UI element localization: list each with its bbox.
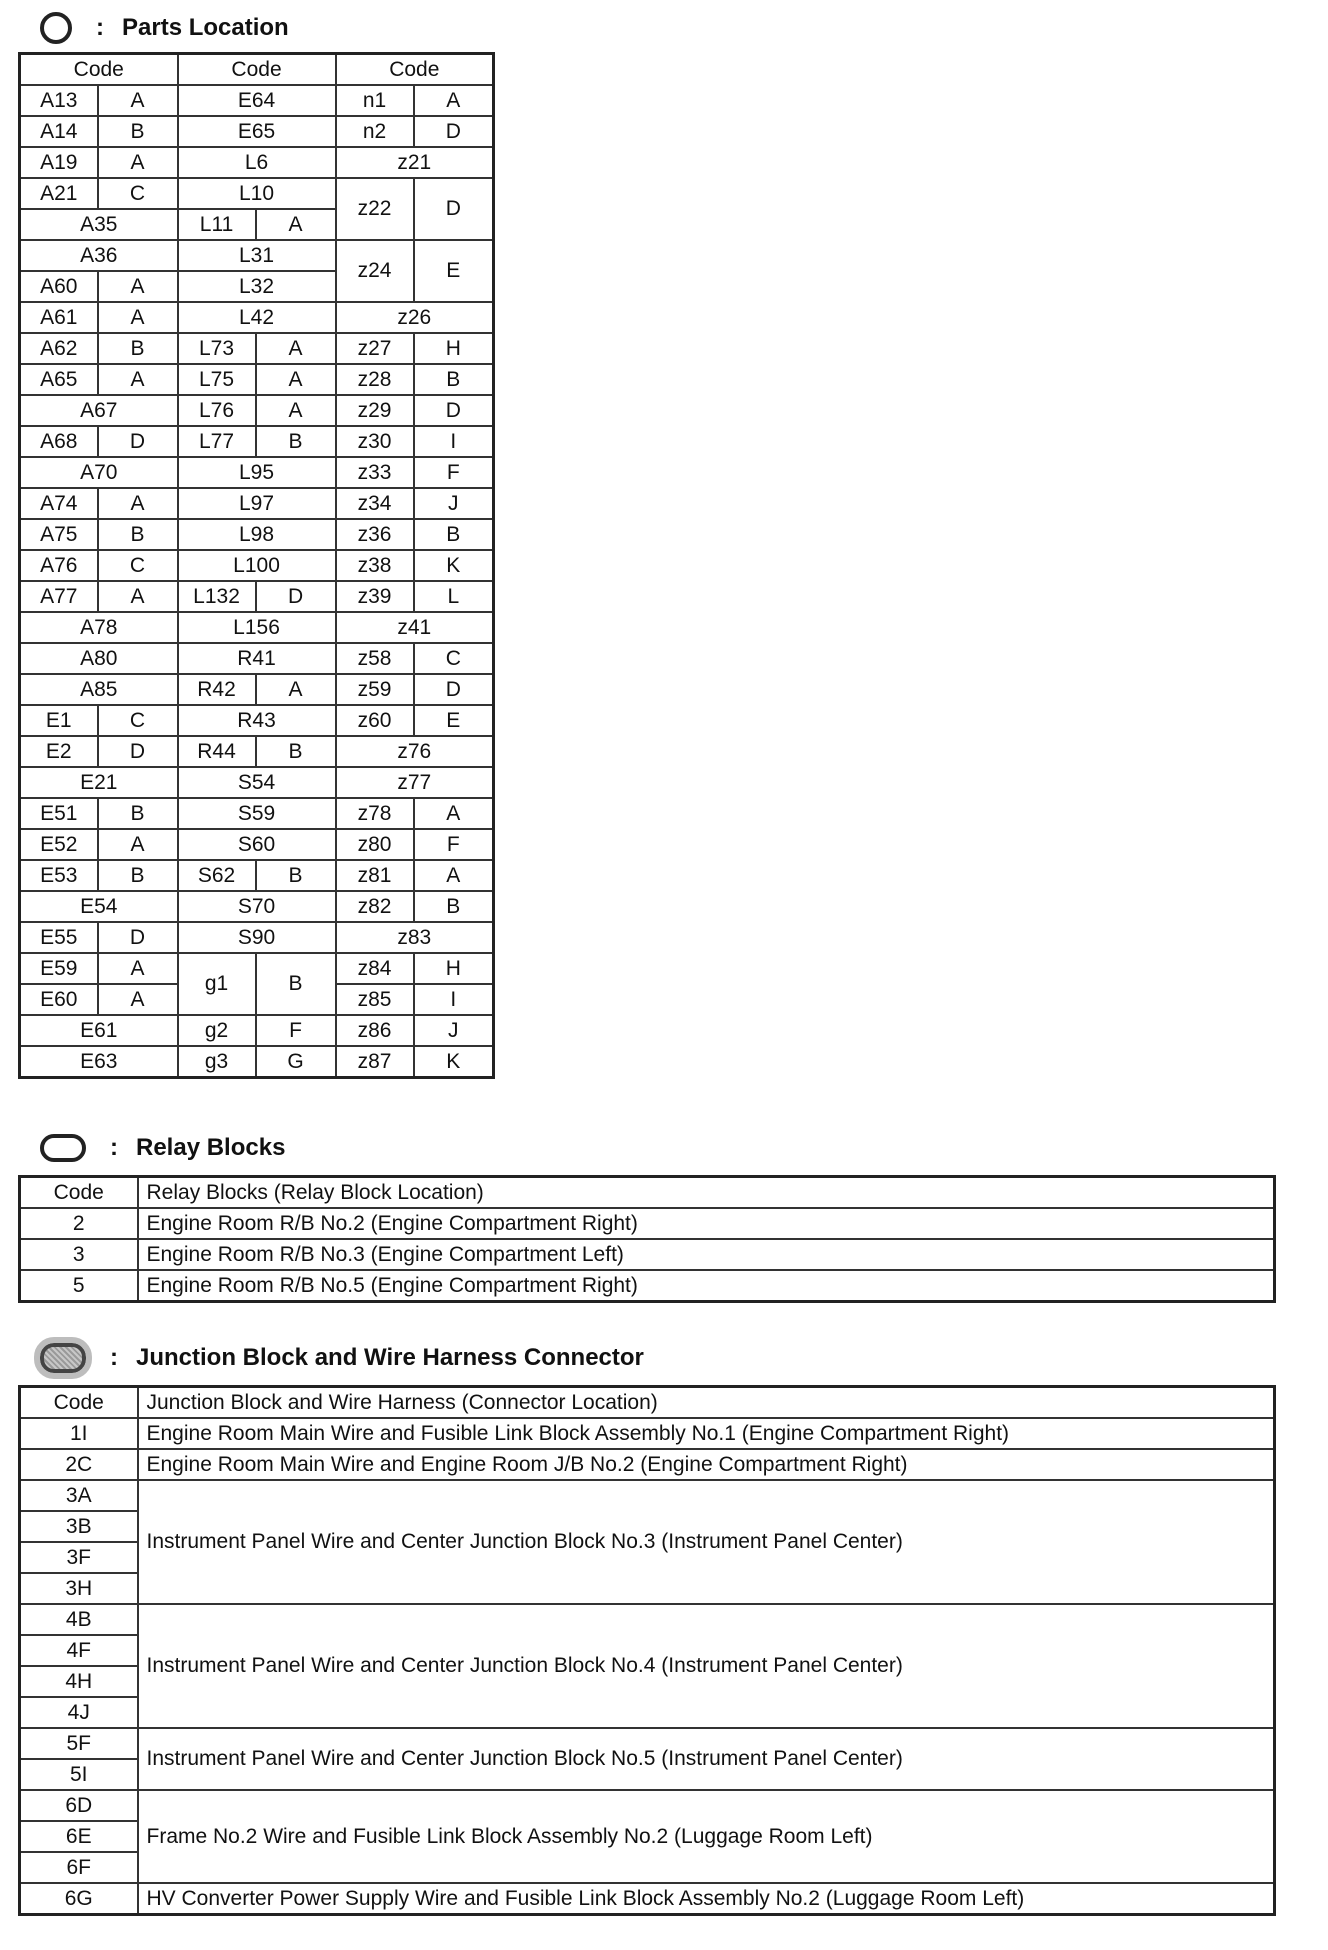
table-row [20,1208,1275,1239]
table-row [20,1270,1275,1302]
table-cell: L32 [178,271,336,302]
table-cell: n1 [336,85,414,116]
table-cell: D [98,426,178,457]
circle-symbol-icon [40,12,72,44]
table-cell: z84 [336,953,414,984]
code-header: Code [20,54,178,86]
table-cell: C [98,550,178,581]
table-cell: n2 [336,116,414,147]
table-cell: A77 [20,581,98,612]
description-header: Relay Blocks (Relay Block Location) [138,1177,1275,1209]
table-cell: B [256,860,336,891]
table-row [20,1883,1275,1915]
code-header: Code [178,54,336,86]
table-cell: R41 [178,643,336,674]
table-cell: B [414,519,494,550]
table-cell: A35 [20,209,178,240]
description-cell: Instrument Panel Wire and Center Junction Block No.3 (Instrument Panel Center) [138,1480,1275,1604]
table-cell: z33 [336,457,414,488]
table-row [20,85,494,116]
table-cell: A36 [20,240,178,271]
description-cell: HV Converter Power Supply Wire and Fusible Link Block Assembly No.2 (Luggage Room Left) [138,1883,1275,1915]
table-cell: z58 [336,643,414,674]
table-cell: A [256,333,336,364]
table-cell: z30 [336,426,414,457]
table-cell: A21 [20,178,98,209]
table-cell: B [256,426,336,457]
table-row [20,147,494,178]
table-cell: E61 [20,1015,178,1046]
description-cell: Engine Room R/B No.2 (Engine Compartment Right) [138,1208,1275,1239]
table-row [20,364,494,395]
table-row [20,1480,1275,1511]
table-cell: A74 [20,488,98,519]
table-row [20,116,494,147]
table-cell: R44 [178,736,256,767]
table-cell: L6 [178,147,336,178]
code-cell: 3F [20,1542,138,1573]
table-row [20,922,494,953]
code-cell: 6G [20,1883,138,1915]
table-cell: E21 [20,767,178,798]
table-row [20,240,494,271]
code-cell: 4H [20,1666,138,1697]
table-row [20,674,494,705]
table-cell: L31 [178,240,336,271]
table-cell: I [414,426,494,457]
table-row [20,953,494,984]
table-cell: L75 [178,364,256,395]
junction-block-title: Junction Block and Wire Harness Connector [136,1344,644,1371]
table-cell: z80 [336,829,414,860]
table-cell: L95 [178,457,336,488]
table-cell: H [414,333,494,364]
description-cell: Engine Room Main Wire and Fusible Link Block Assembly No.1 (Engine Compartment Right) [138,1418,1275,1449]
table-cell: L42 [178,302,336,333]
table-row [20,1418,1275,1449]
code-cell: 6E [20,1821,138,1852]
table-row [20,767,494,798]
table-cell: D [98,922,178,953]
table-cell: E65 [178,116,336,147]
table-cell: z78 [336,798,414,829]
parts-location-table [18,52,495,1079]
table-cell: B [98,860,178,891]
description-cell: Instrument Panel Wire and Center Junction Block No.5 (Instrument Panel Center) [138,1728,1275,1790]
table-cell: A13 [20,85,98,116]
table-cell: E63 [20,1046,178,1078]
table-cell: A85 [20,674,178,705]
table-row [20,1015,494,1046]
table-cell: D [414,178,494,240]
code-cell: 4B [20,1604,138,1635]
table-row [20,1449,1275,1480]
code-header: Code [20,1387,138,1419]
table-cell: z85 [336,984,414,1015]
code-cell: 1I [20,1418,138,1449]
table-row [20,1046,494,1078]
heading-colon: : [96,14,104,41]
table-row [20,798,494,829]
table-cell: A80 [20,643,178,674]
table-row [20,333,494,364]
table-cell: B [98,519,178,550]
table-row [20,519,494,550]
junction-block-heading [40,1338,644,1378]
table-row [20,705,494,736]
code-cell: 5I [20,1759,138,1790]
table-cell: A76 [20,550,98,581]
table-cell: z27 [336,333,414,364]
table-cell: L76 [178,395,256,426]
table-cell: S60 [178,829,336,860]
table-cell: H [414,953,494,984]
table-header-row [20,1177,1275,1209]
table-cell: K [414,550,494,581]
table-cell: z82 [336,891,414,922]
table-cell: z26 [336,302,494,333]
table-row [20,1790,1275,1821]
description-cell: Instrument Panel Wire and Center Junction Block No.4 (Instrument Panel Center) [138,1604,1275,1728]
code-cell: 5 [20,1270,138,1302]
table-cell: L132 [178,581,256,612]
table-row [20,891,494,922]
table-cell: A [256,674,336,705]
table-cell: A78 [20,612,178,643]
table-cell: C [98,705,178,736]
table-cell: z36 [336,519,414,550]
description-cell: Engine Room Main Wire and Engine Room J/B No.2 (Engine Compartment Right) [138,1449,1275,1480]
table-cell: B [414,364,494,395]
relay-blocks-title: Relay Blocks [136,1134,286,1161]
table-row [20,457,494,488]
table-cell: A [414,85,494,116]
table-cell: E52 [20,829,98,860]
table-cell: B [98,798,178,829]
table-cell: z59 [336,674,414,705]
table-cell: L97 [178,488,336,519]
table-cell: A61 [20,302,98,333]
description-cell: Frame No.2 Wire and Fusible Link Block Assembly No.2 (Luggage Room Left) [138,1790,1275,1883]
table-cell: E [414,240,494,302]
description-header: Junction Block and Wire Harness (Connector Location) [138,1387,1275,1419]
table-row [20,581,494,612]
table-cell: A75 [20,519,98,550]
heading-colon: : [110,1344,118,1371]
table-row [20,178,494,209]
table-cell: A14 [20,116,98,147]
table-cell: E [414,705,494,736]
table-cell: A62 [20,333,98,364]
parts-location-heading [40,8,289,48]
table-cell: D [98,736,178,767]
table-cell: A [98,984,178,1015]
table-cell: A [98,302,178,333]
code-cell: 2C [20,1449,138,1480]
table-cell: A68 [20,426,98,457]
table-cell: F [414,829,494,860]
table-cell: A70 [20,457,178,488]
table-cell: E51 [20,798,98,829]
table-cell: A [98,85,178,116]
table-cell: D [414,674,494,705]
table-row [20,488,494,519]
table-row [20,643,494,674]
table-cell: A [98,953,178,984]
table-cell: D [414,116,494,147]
table-cell: S59 [178,798,336,829]
table-row [20,829,494,860]
table-row [20,736,494,767]
description-cell: Engine Room R/B No.3 (Engine Compartment Left) [138,1239,1275,1270]
code-cell: 6D [20,1790,138,1821]
table-cell: E53 [20,860,98,891]
table-row [20,1604,1275,1635]
code-cell: 4J [20,1697,138,1728]
table-cell: A [256,209,336,240]
table-header-row [20,54,494,86]
table-cell: L [414,581,494,612]
table-cell: L98 [178,519,336,550]
table-cell: E1 [20,705,98,736]
table-cell: A [98,271,178,302]
table-cell: z41 [336,612,494,643]
table-cell: E60 [20,984,98,1015]
table-cell: A [98,488,178,519]
table-cell: A60 [20,271,98,302]
table-cell: B [256,736,336,767]
table-cell: J [414,1015,494,1046]
table-cell: z29 [336,395,414,426]
code-cell: 6F [20,1852,138,1883]
table-cell: R43 [178,705,336,736]
table-header-row [20,1387,1275,1419]
table-row [20,860,494,891]
table-row [20,1239,1275,1270]
table-row [20,612,494,643]
table-cell: g3 [178,1046,256,1078]
table-cell: A [98,364,178,395]
table-cell: A [98,829,178,860]
table-row [20,550,494,581]
table-row [20,426,494,457]
relay-blocks-heading [40,1128,285,1168]
table-cell: z39 [336,581,414,612]
table-cell: R42 [178,674,256,705]
table-cell: z76 [336,736,494,767]
table-cell: F [256,1015,336,1046]
code-header: Code [20,1177,138,1209]
table-cell: z34 [336,488,414,519]
table-cell: L156 [178,612,336,643]
table-cell: z21 [336,147,494,178]
table-cell: L11 [178,209,256,240]
table-cell: K [414,1046,494,1078]
table-cell: z28 [336,364,414,395]
code-cell: 5F [20,1728,138,1759]
table-cell: E2 [20,736,98,767]
table-cell: D [256,581,336,612]
table-cell: A [414,798,494,829]
table-cell: I [414,984,494,1015]
table-cell: A19 [20,147,98,178]
table-cell: z38 [336,550,414,581]
table-cell: z81 [336,860,414,891]
table-cell: E59 [20,953,98,984]
code-cell: 3A [20,1480,138,1511]
shaded-oval-symbol-icon [40,1343,86,1373]
table-cell: C [414,643,494,674]
code-cell: 4F [20,1635,138,1666]
table-cell: A [256,395,336,426]
table-cell: z60 [336,705,414,736]
table-cell: F [414,457,494,488]
table-cell: S62 [178,860,256,891]
relay-blocks-table [18,1175,1276,1303]
table-cell: z83 [336,922,494,953]
table-cell: A [256,364,336,395]
table-cell: S70 [178,891,336,922]
table-cell: z77 [336,767,494,798]
code-cell: 3B [20,1511,138,1542]
table-row [20,395,494,426]
code-cell: 3H [20,1573,138,1604]
table-cell: z24 [336,240,414,302]
table-cell: G [256,1046,336,1078]
table-cell: g2 [178,1015,256,1046]
heading-colon: : [110,1134,118,1161]
table-cell: z87 [336,1046,414,1078]
table-cell: D [414,395,494,426]
table-cell: E54 [20,891,178,922]
code-cell: 3 [20,1239,138,1270]
table-row [20,302,494,333]
parts-location-title: Parts Location [122,14,289,41]
table-cell: L100 [178,550,336,581]
table-cell: S54 [178,767,336,798]
table-row [20,1728,1275,1759]
code-header: Code [336,54,494,86]
table-cell: A65 [20,364,98,395]
table-cell: L73 [178,333,256,364]
junction-block-table [18,1385,1276,1916]
table-cell: z86 [336,1015,414,1046]
table-cell: z22 [336,178,414,240]
table-cell: E64 [178,85,336,116]
table-cell: g1 [178,953,256,1015]
oval-symbol-icon [40,1134,86,1162]
code-cell: 2 [20,1208,138,1239]
table-cell: S90 [178,922,336,953]
table-cell: B [414,891,494,922]
table-cell: J [414,488,494,519]
table-cell: L77 [178,426,256,457]
table-cell: A [414,860,494,891]
table-cell: L10 [178,178,336,209]
description-cell: Engine Room R/B No.5 (Engine Compartment Right) [138,1270,1275,1302]
table-cell: C [98,178,178,209]
table-cell: A67 [20,395,178,426]
table-cell: A [98,147,178,178]
table-cell: A [98,581,178,612]
table-cell: E55 [20,922,98,953]
table-cell: B [256,953,336,1015]
table-cell: B [98,116,178,147]
table-cell: B [98,333,178,364]
